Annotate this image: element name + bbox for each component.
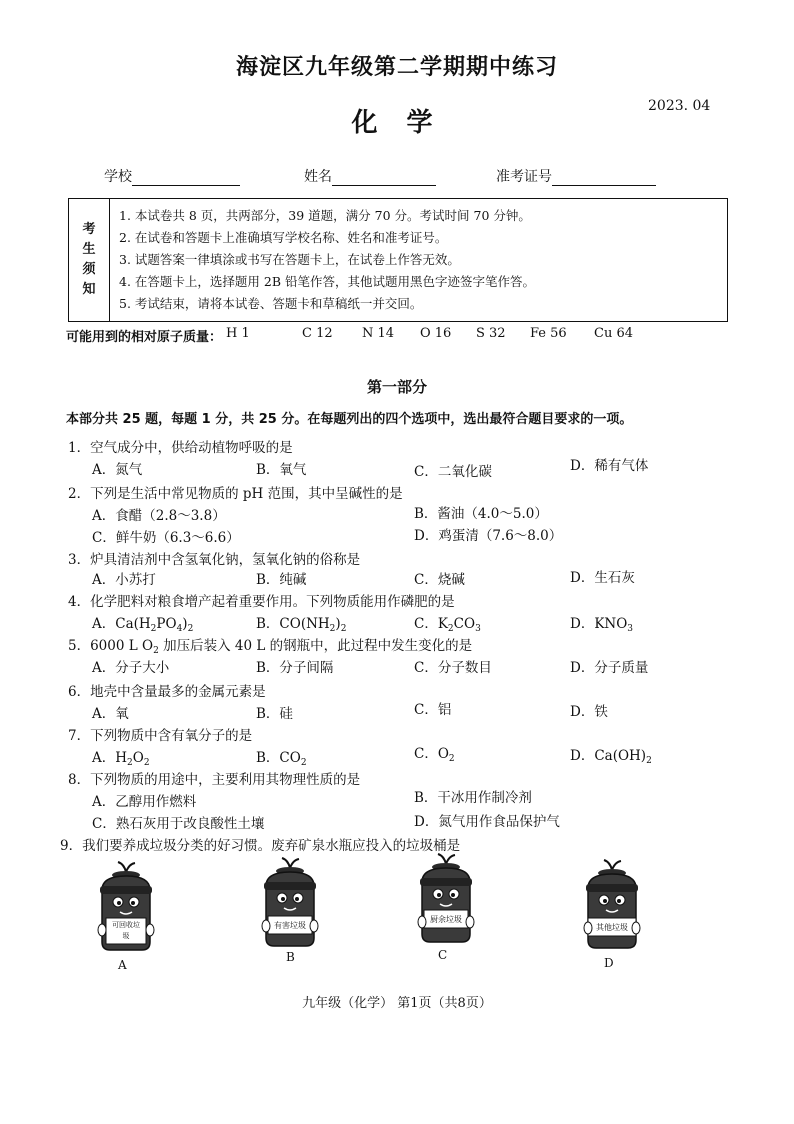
school-field [104,166,240,186]
question-1-stem: 1．空气成分中，供给动植物呼吸的是 [68,440,293,456]
question-8-stem: 8．下列物质的用途中，主要利用其物理性质的是 [68,772,361,788]
trash-bin-a-letter: A [118,958,127,972]
notice-label: 考 生 须 知 [69,199,110,321]
atomic-masses [66,326,726,346]
trash-bin-sign: 可回收垃圾 [112,921,140,940]
exam-title: 海淀区九年级第二学期期中练习 [235,54,558,80]
notice-item: 4. 在答题卡上，选择题用 2B 铅笔作答，其他试题用黑色字迹签字笔作答。 [119,274,535,289]
q2-option-a: A．食醋（2.8～3.8） [92,508,226,524]
page-footer: 九年级（化学） 第1页（共8页） [302,996,492,1011]
q3-option-c: C．烧碱 [414,572,465,588]
trash-bin-c-letter: C [438,948,448,962]
mass-s: S 32 [476,326,506,341]
exam-id-field [496,166,656,186]
exam-date: 2023. 04 [648,98,711,114]
q2-option-b: B．酱油（4.0～5.0） [414,506,548,522]
q4-option-b: B．$CO(NH_2)_2$ [256,616,347,634]
school-blank [132,169,240,186]
trash-bin-a [88,860,164,960]
q6-option-c: C．铝 [414,702,452,718]
question-4-stem: 4．化学肥料对粮食增产起着重要作用。下列物质能用作磷肥的是 [68,594,455,610]
q6-option-b: B．硅 [256,706,293,722]
q4-option-a: A．$Ca(H_2PO_4)_2$ [92,616,194,634]
q5-option-a: A．分子大小 [92,660,170,676]
notice-item: 5. 考试结束，请将本试卷、答题卡和草稿纸一并交回。 [119,296,423,311]
mass-c: C 12 [302,326,333,341]
q1-option-b: B．氧气 [256,462,307,478]
mass-h: H 1 [226,326,250,341]
trash-bin-sign: 有害垃圾 [274,921,306,930]
notice-list [119,205,535,315]
q6-option-d: D．铁 [570,704,608,720]
q3-option-d: D．生石灰 [570,570,635,586]
mass-n: N 14 [362,326,395,341]
trash-bin-c [408,852,484,952]
trash-bin-b-letter: B [286,950,295,964]
trash-bin-d-letter: D [604,956,614,970]
part-heading: 第一部分 [366,378,427,396]
q1-option-c: C．二氧化碳 [414,464,492,480]
q5-option-b: B．分子间隔 [256,660,334,676]
notice-item: 2. 在试卷和答题卡上准确填写学校名称、姓名和准考证号。 [119,230,448,245]
q7-option-a: A．$H_2O_2$ [92,750,150,768]
notice-box [68,198,728,322]
mass-fe: Fe 56 [530,326,567,341]
notice-item: 1. 本试卷共 8 页，共两部分，39 道题，满分 70 分。考试时间 70 分钟。 [119,208,531,223]
question-3-stem: 3．炉具清洁剂中含氢氧化钠，氢氧化钠的俗称是 [68,552,361,568]
q6-option-a: A．氧 [92,706,129,722]
q5-option-d: D．分子质量 [570,660,649,676]
exam-id-blank [552,169,656,186]
q1-option-a: A．氮气 [92,462,143,478]
q1-option-d: D．稀有气体 [570,458,649,474]
mass-cu: Cu 64 [594,326,633,341]
question-2-stem: 2．下列是生活中常见物质的 pH 范围，其中呈碱性的是 [68,486,403,502]
q8-option-a: A．乙醇用作燃料 [92,794,197,810]
q8-option-b: B．干冰用作制冷剂 [414,790,532,806]
q2-option-d: D．鸡蛋清（7.6～8.0） [414,528,563,544]
notice-item: 3. 试题答案一律填涂或书写在答题卡上，在试卷上作答无效。 [119,252,460,267]
q7-option-d: D．$Ca(OH)_2$ [570,748,652,766]
question-5-stem: 5．6000 L $O_2$ 加压后装入 40 L 的钢瓶中，此过程中发生变化的是 [68,638,473,656]
q3-option-a: A．小苏打 [92,572,156,588]
q7-option-b: B．$CO_2$ [256,750,307,768]
trash-bin-icon [574,858,650,954]
question-7-stem: 7．下列物质中含有氧分子的是 [68,728,253,744]
q2-option-c: C．鲜牛奶（6.3～6.6） [92,530,240,546]
part-instructions: 本部分共 25 题，每题 1 分，共 25 分。在每题列出的四个选项中，选出最符合题目要求的一项。 [66,412,633,427]
q3-option-b: B．纯碱 [256,572,307,588]
q8-option-d: D．氮气用作食品保护气 [414,814,560,830]
school-label: 学校 [104,169,132,185]
q7-option-c: C．$O_2$ [414,746,455,764]
atomic-masses-label: 可能用到的相对原子质量： [66,330,223,345]
q8-option-c: C．熟石灰用于改良酸性土壤 [92,816,265,832]
question-6-stem: 6．地壳中含量最多的金属元素是 [68,684,266,700]
mass-o: O 16 [420,326,452,341]
q5-option-c: C．分子数目 [414,660,492,676]
subject-title: 化 学 [351,108,443,138]
trash-bin-sign: 厨余垃圾 [430,915,462,924]
exam-id-label: 准考证号 [496,169,552,185]
trash-bin-icon [408,852,484,948]
name-field [304,166,436,186]
trash-bin-sign: 其他垃圾 [596,923,628,932]
trash-bin-d [574,858,650,958]
name-blank [332,169,436,186]
trash-bin-icon [252,856,328,952]
question-9-stem: 9．我们要养成垃圾分类的好习惯。废弃矿泉水瓶应投入的垃圾桶是 [60,838,461,854]
q4-option-d: D．$KNO_3$ [570,616,634,634]
q4-option-c: C．$K_2CO_3$ [414,616,481,634]
name-label: 姓名 [304,169,332,185]
trash-bin-b [252,856,328,956]
